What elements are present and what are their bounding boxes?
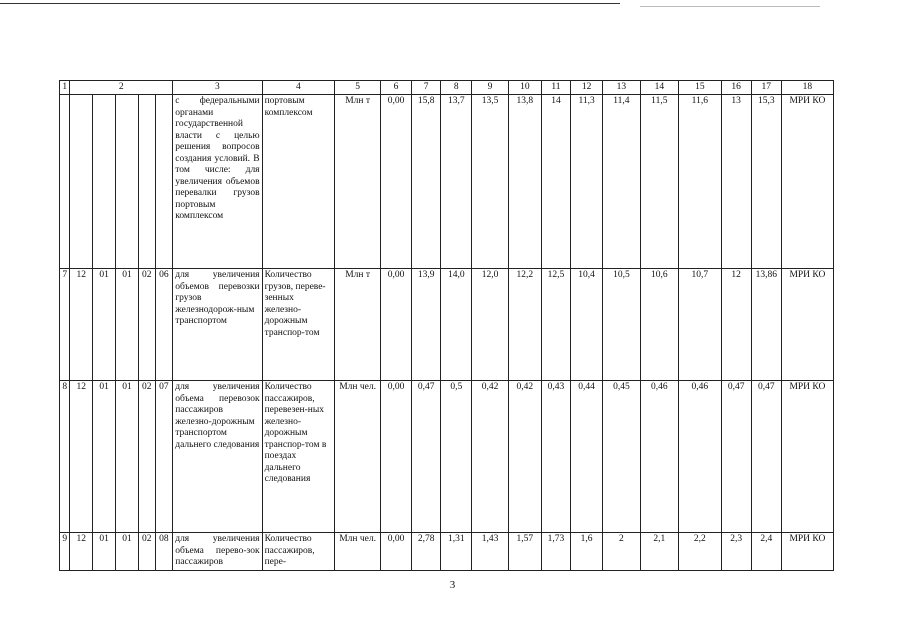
header-cell: 6: [380, 81, 411, 95]
code-cell: 02: [138, 381, 155, 533]
value-cell: 1,31: [441, 533, 472, 571]
indicator-cell: Количество грузов, переве-зенных железно-дорожным транспор-том: [262, 269, 335, 381]
value-cell: 14,0: [441, 269, 472, 381]
header-cell: 7: [412, 81, 441, 95]
value-cell: 2,2: [679, 533, 722, 571]
code-cell: 02: [138, 533, 155, 571]
value-cell: 0,44: [571, 381, 603, 533]
header-cell: 4: [262, 81, 335, 95]
value-cell: 12,5: [541, 269, 570, 381]
value-cell: 10,7: [679, 269, 722, 381]
value-cell: 0,47: [751, 381, 781, 533]
responsible-cell: МРИ КО: [781, 95, 833, 269]
header-cell: 9: [472, 81, 508, 95]
unit-cell: Млн чел.: [335, 381, 381, 533]
value-cell: 15,8: [412, 95, 441, 269]
value-cell: 2: [603, 533, 640, 571]
value-cell: 0,45: [603, 381, 640, 533]
value-cell: 11,4: [603, 95, 640, 269]
value-cell: 1,57: [508, 533, 541, 571]
value-cell: 10,5: [603, 269, 640, 381]
value-cell: 12: [721, 269, 751, 381]
value-cell: 0,46: [640, 381, 678, 533]
unit-cell: Млн чел.: [335, 533, 381, 571]
value-cell: 13,86: [751, 269, 781, 381]
header-cell: 5: [335, 81, 381, 95]
header-cell: 11: [541, 81, 570, 95]
row-number-cell: 7: [60, 269, 70, 381]
table-row: [60, 95, 834, 269]
indicator-cell: Количество пассажиров, пере-: [262, 533, 335, 571]
code-cell: [116, 95, 139, 269]
code-cell: [155, 95, 173, 269]
header-cell: 16: [721, 81, 751, 95]
header-cell: 3: [173, 81, 262, 95]
code-cell: 01: [93, 269, 116, 381]
page-number: 3: [449, 579, 456, 591]
code-cell: 01: [116, 381, 139, 533]
value-cell: 2,1: [640, 533, 678, 571]
value-cell: 0,00: [380, 269, 411, 381]
row-number-cell: 8: [60, 381, 70, 533]
responsible-cell: МРИ КО: [781, 269, 833, 381]
value-cell: 0,47: [721, 381, 751, 533]
value-cell: 12,2: [508, 269, 541, 381]
value-cell: 13,8: [508, 95, 541, 269]
code-cell: 12: [70, 533, 93, 571]
value-cell: 0,42: [508, 381, 541, 533]
value-cell: 13,5: [472, 95, 508, 269]
header-cell: 12: [571, 81, 603, 95]
unit-cell: Млн т: [335, 95, 381, 269]
value-cell: 0,43: [541, 381, 570, 533]
header-cell: 10: [508, 81, 541, 95]
value-cell: 0,42: [472, 381, 508, 533]
unit-cell: Млн т: [335, 269, 381, 381]
value-cell: 2,3: [721, 533, 751, 571]
value-cell: 1,43: [472, 533, 508, 571]
scan-artifact-line: [0, 3, 620, 4]
table-row: [60, 381, 834, 533]
description-cell: для увеличения объема перево-зок пассажиров: [173, 533, 262, 571]
code-cell: 06: [155, 269, 173, 381]
code-cell: 01: [116, 533, 139, 571]
header-cell: 8: [441, 81, 472, 95]
header-cell: 17: [751, 81, 781, 95]
code-cell: [93, 95, 116, 269]
header-cell: 14: [640, 81, 678, 95]
indicator-table: [59, 80, 834, 571]
header-cell: 1: [60, 81, 70, 95]
indicator-cell: портовым комплексом: [262, 95, 335, 269]
header-row: [60, 81, 834, 95]
value-cell: 0,00: [380, 533, 411, 571]
value-cell: 10,4: [571, 269, 603, 381]
table-row: [60, 269, 834, 381]
code-cell: 12: [70, 269, 93, 381]
value-cell: 12,0: [472, 269, 508, 381]
value-cell: 2,78: [412, 533, 441, 571]
value-cell: 0,00: [380, 95, 411, 269]
value-cell: 0,5: [441, 381, 472, 533]
row-number-cell: 9: [60, 533, 70, 571]
header-cell: 15: [679, 81, 722, 95]
value-cell: 10,6: [640, 269, 678, 381]
row-number-cell: [60, 95, 70, 269]
description-cell: для увеличения объемов перевозки грузов железнодорож-ным транспортом: [173, 269, 262, 381]
responsible-cell: МРИ КО: [781, 533, 833, 571]
value-cell: 13: [721, 95, 751, 269]
code-cell: 08: [155, 533, 173, 571]
description-cell: с федеральными органами государственной власти с целью решения вопросов создания условий. В том числе: для увеличения объемов перевалки грузов портовым комплексом: [173, 95, 262, 269]
code-cell: 01: [93, 533, 116, 571]
value-cell: 13,9: [412, 269, 441, 381]
responsible-cell: МРИ КО: [781, 381, 833, 533]
scan-artifact-line: [640, 6, 820, 7]
value-cell: 1,73: [541, 533, 570, 571]
table-row: [60, 533, 834, 571]
value-cell: 11,5: [640, 95, 678, 269]
header-cell: 18: [781, 81, 833, 95]
indicator-cell: Количество пассажиров, перевезен-ных железно-дорожным транспор-том в поездах дальнего следования: [262, 381, 335, 533]
value-cell: 13,7: [441, 95, 472, 269]
value-cell: 1,6: [571, 533, 603, 571]
value-cell: 0,00: [380, 381, 411, 533]
value-cell: 11,6: [679, 95, 722, 269]
value-cell: 0,47: [412, 381, 441, 533]
value-cell: 11,3: [571, 95, 603, 269]
value-cell: 14: [541, 95, 570, 269]
header-cell: 13: [603, 81, 640, 95]
value-cell: 2,4: [751, 533, 781, 571]
code-cell: 01: [93, 381, 116, 533]
code-cell: [138, 95, 155, 269]
code-cell: 02: [138, 269, 155, 381]
code-cell: 07: [155, 381, 173, 533]
description-cell: для увеличения объема перевозок пассажиров железно-дорожным транспортом дальнего следования: [173, 381, 262, 533]
code-cell: 01: [116, 269, 139, 381]
header-cell: 2: [70, 81, 173, 95]
value-cell: 15,3: [751, 95, 781, 269]
code-cell: 12: [70, 381, 93, 533]
code-cell: [70, 95, 93, 269]
value-cell: 0,46: [679, 381, 722, 533]
